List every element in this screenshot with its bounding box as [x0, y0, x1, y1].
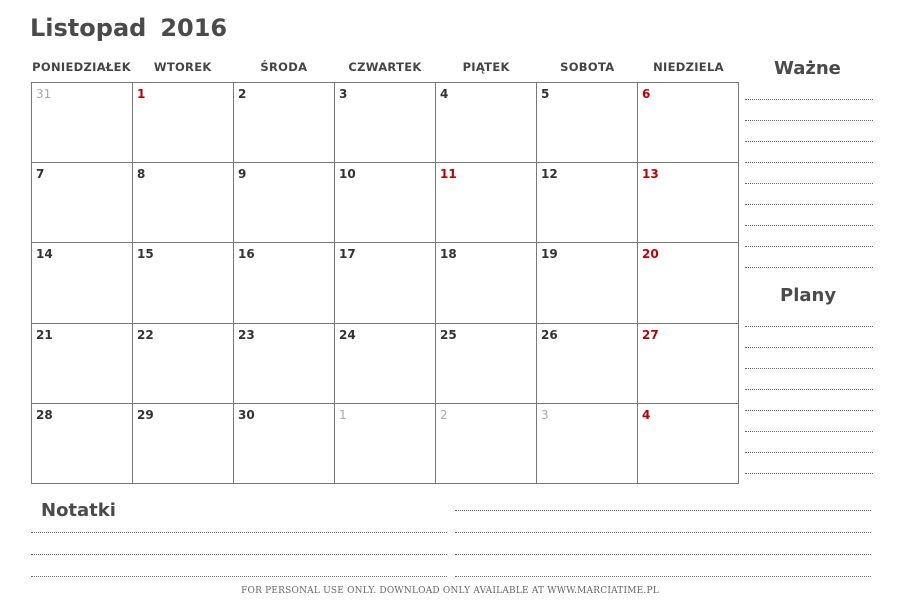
day-cell[interactable]: [335, 83, 436, 163]
day-number: 24: [339, 327, 356, 342]
day-number: 7: [36, 167, 45, 182]
writing-line: [745, 326, 873, 327]
day-cell[interactable]: [234, 324, 335, 404]
day-number: 13: [642, 167, 659, 182]
writing-line: [31, 532, 447, 533]
day-cell[interactable]: [537, 243, 638, 323]
day-number: 10: [339, 167, 356, 182]
day-cell[interactable]: [537, 404, 638, 484]
day-number: 2: [440, 407, 448, 422]
year: 2016: [160, 14, 228, 42]
day-number: 30: [238, 407, 255, 422]
day-number: 8: [137, 167, 146, 182]
plans-heading: Plany: [780, 285, 837, 306]
writing-line: [745, 410, 873, 411]
day-cell[interactable]: [32, 163, 133, 243]
day-cell[interactable]: [537, 324, 638, 404]
day-cell[interactable]: [335, 404, 436, 484]
writing-line: [745, 267, 873, 268]
weekday-label: PIĄTEK: [462, 60, 510, 74]
day-number: 14: [36, 247, 53, 262]
weekday-label: SOBOTA: [560, 60, 615, 74]
day-number: 5: [541, 87, 550, 101]
writing-line: [745, 347, 873, 348]
writing-line: [745, 246, 873, 247]
day-number: 4: [642, 407, 651, 422]
footer-note: FOR PERSONAL USE ONLY. DOWNLOAD ONLY AVAILABLE AT WWW.MARCIATIME.PL: [241, 586, 659, 596]
day-cell[interactable]: [133, 83, 234, 163]
writing-line: [745, 452, 873, 453]
day-number: 20: [642, 247, 659, 262]
day-cell[interactable]: [234, 404, 335, 484]
day-cell[interactable]: [133, 163, 234, 243]
calendar-grid: [31, 82, 739, 484]
day-number: 1: [137, 87, 146, 101]
writing-line: [745, 141, 873, 142]
day-cell[interactable]: [638, 163, 739, 243]
day-number: 3: [339, 87, 348, 101]
day-cell[interactable]: [436, 83, 537, 163]
writing-line: [745, 473, 873, 474]
writing-line: [745, 225, 873, 226]
writing-line: [745, 183, 873, 184]
day-number: 17: [339, 247, 356, 262]
writing-line: [745, 99, 873, 100]
weekday-label: NIEDZIELA: [653, 60, 724, 74]
day-number: 28: [36, 407, 53, 422]
day-number: 12: [541, 167, 558, 182]
day-cell[interactable]: [436, 163, 537, 243]
day-number: 29: [137, 407, 154, 422]
writing-line: [31, 554, 447, 555]
day-number: 27: [642, 327, 659, 342]
day-cell[interactable]: [436, 324, 537, 404]
day-number: 31: [36, 87, 52, 101]
writing-line: [745, 120, 873, 121]
day-cell[interactable]: [638, 243, 739, 323]
writing-line: [745, 368, 873, 369]
month-name: Listopad: [30, 14, 147, 42]
day-number: 9: [238, 167, 247, 182]
day-cell[interactable]: [638, 404, 739, 484]
weekday-label: WTOREK: [153, 60, 212, 74]
writing-line: [745, 431, 873, 432]
important-heading: Ważne: [774, 58, 841, 79]
day-number: 21: [36, 327, 53, 342]
day-cell[interactable]: [133, 324, 234, 404]
weekday-label: CZWARTEK: [348, 60, 422, 74]
day-cell[interactable]: [436, 243, 537, 323]
day-number: 6: [642, 87, 651, 101]
day-cell[interactable]: [335, 243, 436, 323]
writing-line: [455, 532, 871, 533]
writing-line: [745, 162, 873, 163]
day-cell[interactable]: [537, 83, 638, 163]
day-cell[interactable]: [32, 243, 133, 323]
day-number: 18: [440, 247, 457, 262]
writing-line: [745, 204, 873, 205]
day-number: 23: [238, 327, 255, 342]
day-cell[interactable]: [32, 404, 133, 484]
writing-line: [455, 554, 871, 555]
day-cell[interactable]: [638, 83, 739, 163]
day-cell[interactable]: [234, 83, 335, 163]
writing-line: [455, 576, 871, 577]
day-number: 16: [238, 247, 255, 262]
day-cell[interactable]: [234, 243, 335, 323]
day-number: 15: [137, 247, 154, 262]
calendar-title: [30, 14, 227, 42]
weekday-label: PONIEDZIAŁEK: [32, 60, 131, 74]
day-cell[interactable]: [234, 163, 335, 243]
day-cell[interactable]: [133, 404, 234, 484]
day-number: 25: [440, 327, 457, 342]
day-number: 1: [339, 407, 347, 422]
weekday-header-row: [31, 60, 739, 74]
writing-line: [31, 576, 447, 577]
day-number: 2: [238, 87, 247, 101]
day-cell[interactable]: [436, 404, 537, 484]
day-cell[interactable]: [537, 163, 638, 243]
day-number: 11: [440, 167, 457, 182]
writing-line: [455, 510, 871, 511]
day-number: 19: [541, 247, 558, 262]
day-number: 26: [541, 327, 558, 342]
day-number: 22: [137, 327, 154, 342]
weekday-label: ŚRODA: [260, 60, 308, 74]
day-cell[interactable]: [335, 324, 436, 404]
day-cell[interactable]: [32, 324, 133, 404]
day-number: 3: [541, 407, 549, 422]
day-cell[interactable]: [32, 83, 133, 163]
day-number: 4: [440, 87, 449, 101]
day-cell[interactable]: [335, 163, 436, 243]
day-cell[interactable]: [133, 243, 234, 323]
notes-heading: Notatki: [41, 500, 116, 521]
day-cell[interactable]: [638, 324, 739, 404]
writing-line: [745, 389, 873, 390]
